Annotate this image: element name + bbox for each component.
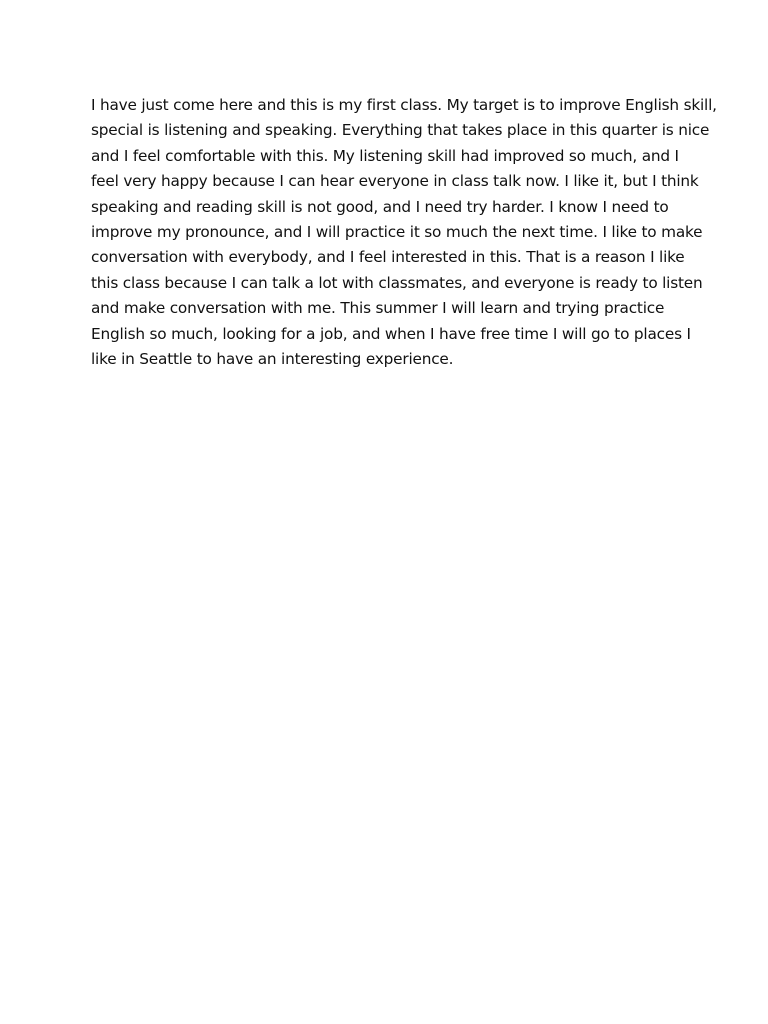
paragraph-line-6: improve my pronounce, and I will practice it so much the next time. I like to make (91, 223, 703, 242)
paragraph-line-1: I have just come here and this is my first class. My target is to improve English skill, (91, 96, 717, 114)
paragraph-line-7: conversation with everybody, and I feel interested in this. That is a reason I like (91, 248, 685, 267)
paragraph-line-11: like in Seattle to have an interesting experience. (91, 350, 454, 369)
paragraph-line-5: speaking and reading skill is not good, and I need try harder. I know I need to (91, 197, 669, 216)
paragraph-line-9: and make conversation with me. This summer I will learn and trying practice (91, 299, 665, 318)
paragraph-line-3: and I feel comfortable with this. My listening skill had improved so much, and I (91, 146, 679, 165)
paragraph-line-10: English so much, looking for a job, and when I have free time I will go to places I (91, 324, 691, 343)
paragraph-line-2: special is listening and speaking. Everything that takes place in this quarter is nice (91, 121, 710, 140)
paragraph-line-8: this class because I can talk a lot with classmates, and everyone is ready to listen (91, 273, 703, 292)
body-paragraph (91, 93, 717, 372)
paragraph-line-4: feel very happy because I can hear everyone in class talk now. I like it, but I think (91, 172, 699, 191)
